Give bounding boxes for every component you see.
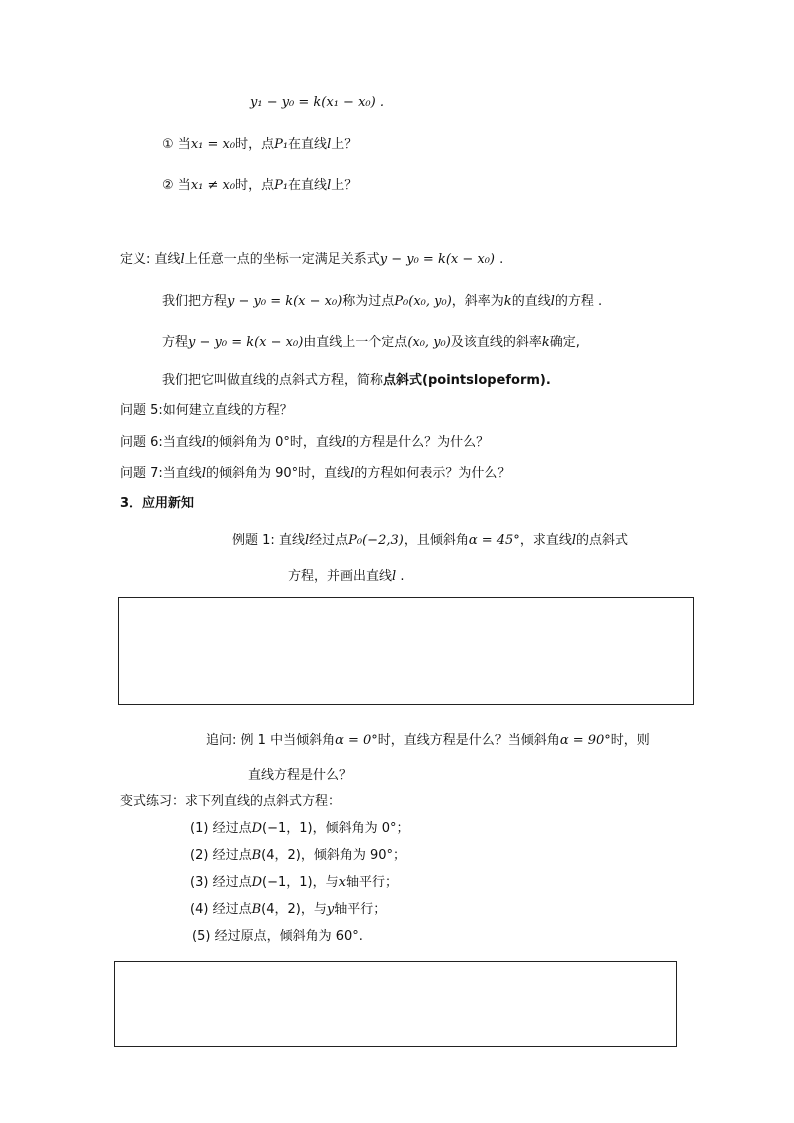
example1-math1: P₀(−2,3) xyxy=(348,533,404,548)
q1-point: P₁ xyxy=(274,137,289,152)
variant-item-t2: (4，2)，倾斜角为 90°； xyxy=(261,848,407,863)
q1-suffix: 在直线 xyxy=(288,137,328,152)
q2-suffix: 在直线 xyxy=(288,178,328,193)
variant-item-num: (2) xyxy=(190,848,209,863)
variant-item-t1: 经过点 xyxy=(212,821,252,836)
q1-math: x₁ = x₀ xyxy=(190,137,236,152)
example1-l: l xyxy=(304,533,310,548)
q2-point: P₁ xyxy=(274,178,289,193)
para1-math2: P₀(x₀, y₀) xyxy=(394,294,452,309)
q1-mid: 时，点 xyxy=(235,137,275,152)
equation-top: y₁ − y₀ = k(x₁ − x₀) . xyxy=(250,95,384,110)
variant-item-t2: (4，2)，与 xyxy=(261,902,327,917)
variant-item-num: (5) xyxy=(192,929,211,944)
problem7-t1: 当直线 xyxy=(162,466,202,481)
variant-item-axis: x xyxy=(338,875,346,890)
followup-math1: α = 0° xyxy=(335,733,378,748)
q2-mid: 时，点 xyxy=(235,178,275,193)
para1-t3: ，斜率为 xyxy=(451,294,504,309)
problem7-t2: 的倾斜角为 90°时，直线 xyxy=(205,466,351,481)
definition-t2: 上任意一点的坐标一定满足关系式 xyxy=(184,252,380,267)
q2-marker: ② xyxy=(162,178,174,193)
example1-t1: 直线 xyxy=(278,533,305,548)
problem-6 xyxy=(120,434,489,452)
definition xyxy=(120,251,503,269)
followup-t3: 时，则 xyxy=(610,733,650,748)
para2-t2: 由直线上一个定点 xyxy=(303,335,408,350)
problem6-t1: 当直线 xyxy=(162,435,202,450)
variant-item-t3: 轴平行； xyxy=(334,902,387,917)
para1-t4: 的直线 xyxy=(511,294,551,309)
example1-t3: ，且倾斜角 xyxy=(403,533,469,548)
paragraph-1 xyxy=(162,293,602,311)
variant-item-t1: 经过点 xyxy=(212,902,252,917)
para1-k: k xyxy=(503,294,512,309)
q2-math: x₁ ≠ x₀ xyxy=(190,178,236,193)
variant-item-t1: 经过原点，倾斜角为 60°. xyxy=(214,929,363,944)
variant-item-num: (4) xyxy=(190,902,209,917)
variant-item-axis: y xyxy=(326,902,335,917)
variant-item xyxy=(190,820,410,838)
variant-item-pt: B xyxy=(251,902,262,917)
example1-line2l: l xyxy=(392,569,397,584)
q2-l: l xyxy=(327,178,332,193)
example1-t2: 经过点 xyxy=(309,533,349,548)
variant-item-pt: D xyxy=(251,821,263,836)
problem6-t3: 的方程是什么？为什么？ xyxy=(346,435,490,450)
variant-item xyxy=(192,928,363,946)
definition-l: l xyxy=(180,252,185,267)
para2-t4: 确定, xyxy=(549,335,580,350)
variant-item-t2: (−1，1)，倾斜角为 0°； xyxy=(262,821,410,836)
question-2 xyxy=(162,177,357,195)
problem5-label: 问题 5: xyxy=(120,403,163,418)
problem6-label: 问题 6: xyxy=(120,435,163,450)
example1-line2b: . xyxy=(396,569,405,584)
example1-l2: l xyxy=(571,533,576,548)
q2-prefix: 当 xyxy=(177,178,191,193)
example1-t5: 的点斜式 xyxy=(576,533,629,548)
para2-t1: 方程 xyxy=(162,335,189,350)
problem6-t2: 的倾斜角为 0°时，直线 xyxy=(205,435,342,450)
example1-math2: α = 45° xyxy=(468,533,520,548)
variant-item xyxy=(190,847,406,865)
q1-end: 上？ xyxy=(331,137,358,152)
example-1-line-2 xyxy=(288,568,404,586)
example1-label: 例题 1: xyxy=(232,533,275,548)
followup-line-2: 直线方程是什么？ xyxy=(248,768,353,783)
section-heading: 3．应用新知 xyxy=(120,496,195,511)
variant-item-num: (1) xyxy=(190,821,209,836)
definition-math: y − y₀ = k(x − x₀) xyxy=(379,252,496,267)
q1-prefix: 当 xyxy=(177,137,191,152)
definition-end: . xyxy=(495,252,504,267)
variant-title: 变式练习：求下列直线的点斜式方程： xyxy=(120,794,342,809)
para1-t2: 称为过点 xyxy=(342,294,395,309)
para1-l: l xyxy=(550,294,555,309)
variant-item-pt: B xyxy=(251,848,262,863)
problem7-t3: 的方程如何表示？为什么？ xyxy=(354,466,511,481)
q1-l: l xyxy=(327,137,332,152)
example1-t4: ，求直线 xyxy=(519,533,572,548)
para3-t1: 我们把它叫做直线的点斜式方程，简称 xyxy=(162,373,384,388)
problem-7 xyxy=(120,465,510,483)
example1-line2a: 方程，并画出直线 xyxy=(288,569,393,584)
variant-item-t1: 经过点 xyxy=(212,848,252,863)
followup-t1: 例 1 中当倾斜角 xyxy=(240,733,336,748)
para1-t1: 我们把方程 xyxy=(162,294,228,309)
variant-item-t3: 轴平行； xyxy=(345,875,398,890)
variant-item xyxy=(190,874,398,892)
followup-math2: α = 90° xyxy=(559,733,611,748)
followup xyxy=(206,732,650,750)
problem5-text: 如何建立直线的方程？ xyxy=(162,403,293,418)
paragraph-2 xyxy=(162,334,580,352)
para1-math1: y − y₀ = k(x − x₀) xyxy=(227,294,343,309)
answer-box-2 xyxy=(114,961,677,1047)
variant-item-pt: D xyxy=(251,875,263,890)
variant-item-t1: 经过点 xyxy=(212,875,252,890)
problem6-l: l xyxy=(201,435,206,450)
variant-item xyxy=(190,901,386,919)
problem7-l: l xyxy=(201,466,206,481)
problem7-l2: l xyxy=(350,466,355,481)
paragraph-3 xyxy=(162,372,551,390)
para2-t3: 及该直线的斜率 xyxy=(450,335,542,350)
problem7-label: 问题 7: xyxy=(120,466,163,481)
example-1 xyxy=(232,532,628,550)
para2-math2: (x₀, y₀) xyxy=(407,335,451,350)
followup-t2: 时，直线方程是什么？当倾斜角 xyxy=(377,733,560,748)
para2-k: k xyxy=(541,335,550,350)
definition-t1: 直线 xyxy=(154,252,181,267)
variant-item-t2: (−1，1)，与 xyxy=(262,875,339,890)
variant-item-num: (3) xyxy=(190,875,209,890)
problem-5 xyxy=(120,402,293,420)
para1-t5: 的方程 . xyxy=(554,294,603,309)
followup-label: 追问: xyxy=(206,733,237,748)
para3-bold: 点斜式(pointslopeform). xyxy=(383,373,551,388)
q2-end: 上？ xyxy=(331,178,358,193)
para2-math1: y − y₀ = k(x − x₀) xyxy=(188,335,304,350)
answer-box-1 xyxy=(118,597,694,705)
question-1 xyxy=(162,136,357,154)
q1-marker: ① xyxy=(162,137,174,152)
problem6-l2: l xyxy=(341,435,347,450)
definition-label: 定义: xyxy=(120,252,151,267)
